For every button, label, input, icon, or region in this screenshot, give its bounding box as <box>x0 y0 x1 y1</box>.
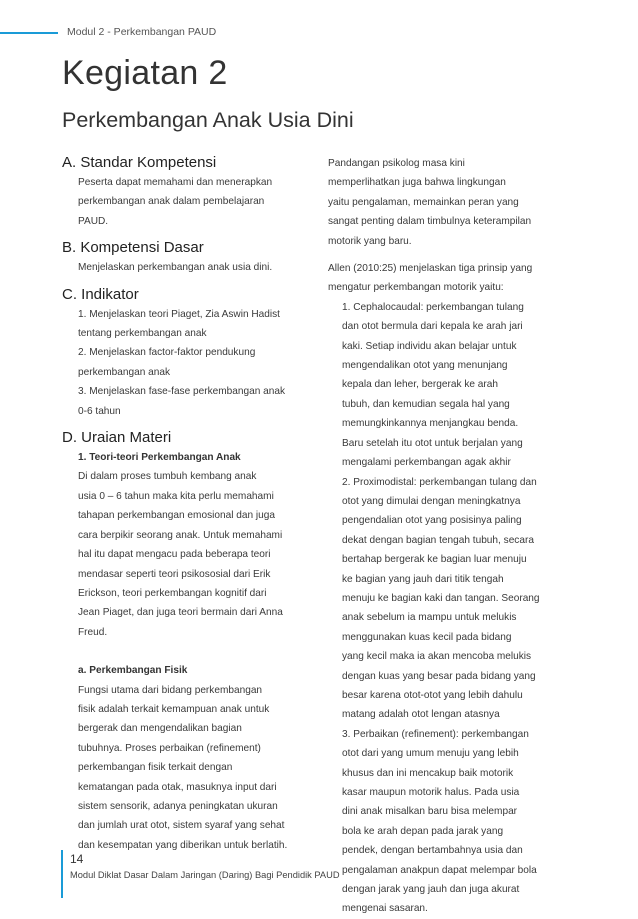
section-a-title: A. Standar Kompetensi <box>62 154 217 171</box>
list-line: menggunakan kuas kecil pada bidang <box>342 631 512 643</box>
module-header: Modul 2 - Perkembangan PAUD <box>67 26 217 38</box>
subsection-heading: 1. Teori-teori Perkembangan Anak <box>78 452 241 464</box>
text-line: PAUD. <box>78 215 109 227</box>
text-line: Erickson, teori perkembangan kognitif dari <box>78 587 267 599</box>
page-subtitle: Perkembangan Anak Usia Dini <box>62 108 354 132</box>
list-line: mengenai sasaran. <box>342 903 428 915</box>
left-column <box>62 154 312 855</box>
list-line: memungkinkannya menjangkau benda. <box>342 418 519 430</box>
list-line: yang kecil maka ia akan mencoba melukis <box>342 651 532 663</box>
list-line: dini anak misalkan baru bisa melempar <box>342 806 518 818</box>
text-line: sistem sensorik, adanya peningkatan ukuran <box>78 800 278 812</box>
section-b-title: B. Kompetensi Dasar <box>62 239 204 257</box>
list-line: bola ke arah depan pada jarak yang <box>342 825 504 837</box>
text-line: Peserta dapat memahami dan menerapkan <box>78 177 273 188</box>
list-line: ke bagian yang jauh dari titik tengah <box>342 573 504 585</box>
list-line: pengalaman anakpun dapat melempar bola <box>342 864 537 876</box>
text-line: perkembangan fisik terkait dengan <box>78 762 233 774</box>
text-line: kematangan pada otak, masuknya input dari <box>78 781 277 793</box>
section-d-body <box>62 448 312 855</box>
list-line: khusus dan ini mencakup baik motorik <box>342 767 514 779</box>
section-c-body <box>62 305 312 421</box>
subsection-a-heading: a. Perkembangan Fisik <box>78 665 188 677</box>
list-line: 1. Cephalocaudal: perkembangan tulang <box>342 301 524 313</box>
list-line: mengendalikan otot yang menunjang <box>342 360 508 372</box>
list-line: dengan jarak yang jauh dan juga akurat <box>342 884 520 896</box>
footer-text: Modul Diklat Dasar Dalam Jaringan (Daring) Bagi Pendidik PAUD <box>70 870 340 880</box>
text-line: tentang perkembangan anak <box>78 328 207 340</box>
header-accent-line <box>0 32 58 34</box>
list-line: dan otot bermula dari kepala ke arah jari <box>342 321 523 333</box>
list-line: pendek, dengan bertambahnya usia dan <box>342 845 523 857</box>
text-line: hal itu dapat mengacu pada beberapa teori <box>78 549 271 561</box>
text-line: memperlihatkan juga bahwa lingkungan <box>328 177 506 189</box>
text-line: yaitu pengalaman, memainkan peran yang <box>328 196 519 208</box>
text-line: sangat penting dalam timbulnya keterampilan <box>328 216 532 228</box>
list-line: Baru setelah itu otot untuk berjalan yang <box>342 437 523 449</box>
list-line: tubuh, dan kemudian segala hal yang <box>342 398 510 410</box>
right-column <box>328 154 578 919</box>
section-b-body <box>62 258 312 277</box>
text-line: bergerak dan mengendalikan bagian <box>78 723 242 735</box>
list-line: menuju ke bagian kaki dan tangan. Seorang <box>342 592 540 604</box>
text-line: perkembangan anak <box>78 366 171 378</box>
list-line: otot yang dimulai dengan meningkatnya <box>342 495 521 507</box>
list-line: kepala dan leher, bergerak ke arah <box>342 379 498 391</box>
section-d-title: D. Uraian Materi <box>62 429 172 447</box>
text-line: mengatur perkembangan motorik yaitu: <box>328 282 504 294</box>
principles-list <box>328 298 578 919</box>
text-line: mendasar seperti teori psikososial dari Erik <box>78 568 271 580</box>
section-c-title: C. Indikator <box>62 285 139 303</box>
text-line: tahapan perkembangan emosional dan juga <box>78 510 275 522</box>
text-line: dan kesempatan yang diberikan untuk berlatih. <box>78 839 288 851</box>
footer-accent-bar <box>61 850 63 898</box>
text-line: dan jumlah urat otot, sistem syaraf yang sehat <box>78 820 285 832</box>
text-line: Fungsi utama dari bidang perkembangan <box>78 684 263 696</box>
list-line: dengan kuas yang besar pada bidang yang <box>342 670 536 682</box>
list-line: besar karena otot-otot yang lebih dahulu <box>342 689 523 701</box>
list-line: dekat dengan bagian tengah tubuh, secara <box>342 534 534 546</box>
text-line: 3. Menjelaskan fase-fase perkembangan anak <box>78 386 286 398</box>
text-line: Freud. <box>78 626 108 638</box>
text-line: usia 0 – 6 tahun maka kita perlu memahami <box>78 490 274 502</box>
list-line: kasar maupun motorik halus. Pada usia <box>342 787 520 798</box>
list-line: mengalami perkembangan agak akhir <box>342 457 511 469</box>
text-line: Allen (2010:25) menjelaskan tiga prinsip yang <box>328 263 533 275</box>
text-line: 0-6 tahun <box>78 405 121 417</box>
list-line: bertahap bergerak ke bagian luar menuju <box>342 554 527 566</box>
list-line: kaki. Setiap individu akan belajar untuk <box>342 340 517 352</box>
text-line: tubuhnya. Proses perbaikan (refinement) <box>78 742 261 754</box>
list-line: otot dari yang umum menuju yang lebih <box>342 748 519 760</box>
text-line: perkembangan anak dalam pembelajaran <box>78 196 265 208</box>
list-line: 3. Perbaikan (refinement): perkembangan <box>342 728 529 740</box>
section-a-body <box>62 173 312 231</box>
text-line: 2. Menjelaskan factor-faktor pendukung <box>78 347 256 359</box>
list-line: matang adalah otot lengan atasnya <box>342 709 500 721</box>
text-line: Menjelaskan perkembangan anak usia dini. <box>78 262 273 274</box>
text-line: cara berpikir seorang anak. Untuk memahami <box>78 529 283 541</box>
list-line: 2. Proximodistal: perkembangan tulang dan <box>342 476 537 488</box>
page-number: 14 <box>70 852 84 866</box>
list-line: anak sebelum ia mampu untuk melukis <box>342 612 517 624</box>
list-line: pengendalian otot yang posisinya paling <box>342 515 522 527</box>
text-line: 1. Menjelaskan teori Piaget, Zia Aswin Hadist <box>78 308 280 320</box>
text-line: Pandangan psikolog masa kini <box>328 158 465 169</box>
text-line: fisik adalah terkait kemampuan anak untuk <box>78 703 270 715</box>
text-line: Di dalam proses tumbuh kembang anak <box>78 471 257 483</box>
page-title: Kegiatan 2 <box>62 54 228 92</box>
text-line: motorik yang baru. <box>328 235 412 247</box>
text-line: Jean Piaget, dan juga teori bermain dari Anna <box>78 607 283 619</box>
